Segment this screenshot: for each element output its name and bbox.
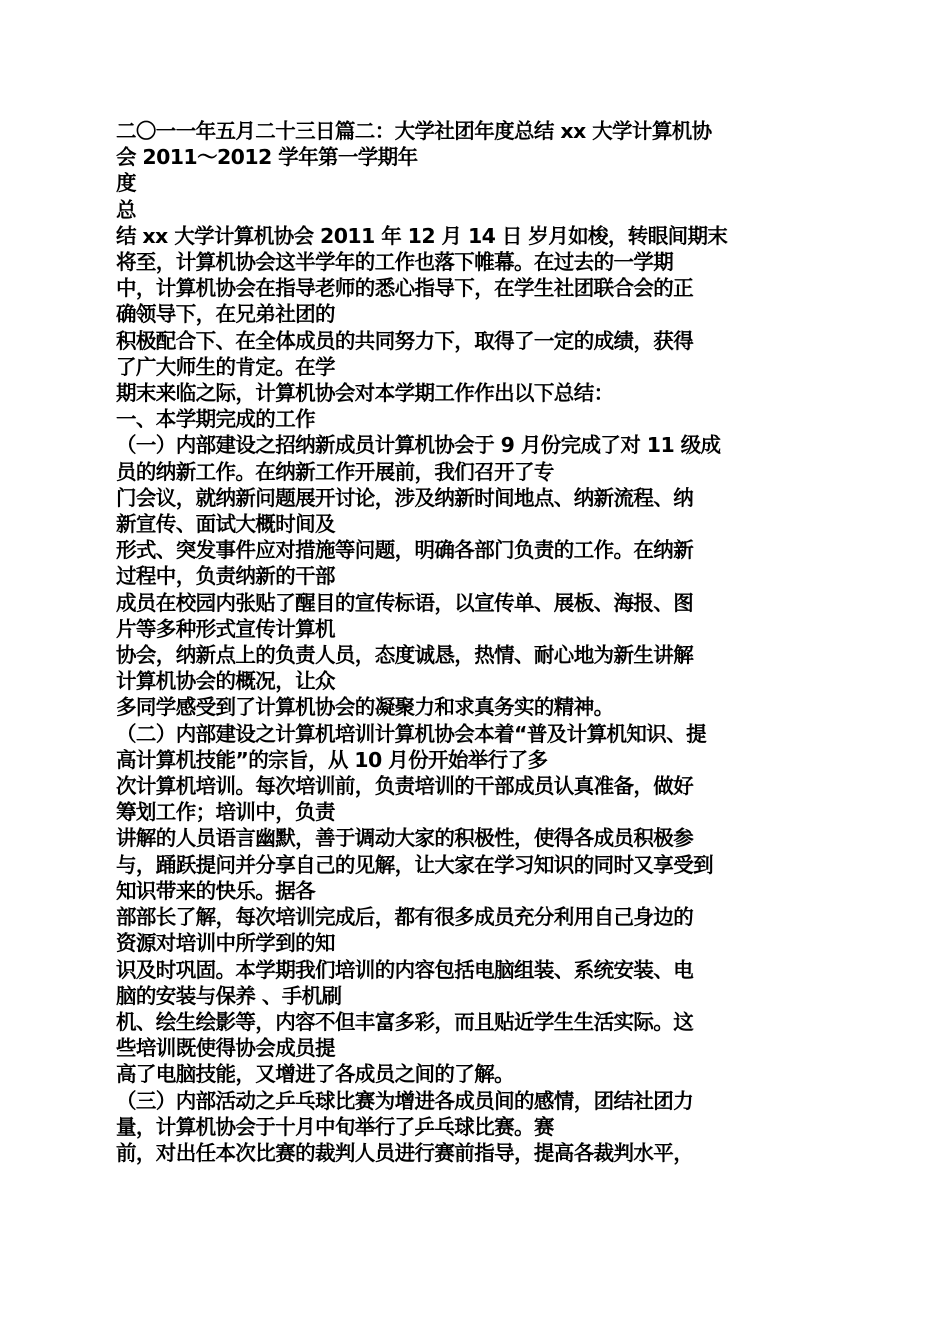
text-line: 积极配合下、在全体成员的共同努力下，取得了一定的成绩，获得 (116, 328, 694, 353)
text-line: 高计算机技能”的宗旨，从 10 月份开始举行了多 (116, 747, 548, 772)
text-line: 讲解的人员语言幽默，善于调动大家的积极性，使得各成员积极参 (116, 826, 694, 851)
text-line: 将至，计算机协会这半学年的工作也落下帷幕。在过去的一学期 (116, 250, 674, 275)
text-line: 计算机协会的概况，让众 (116, 669, 335, 694)
text-line: 新宣传、面试大概时间及 (116, 512, 335, 537)
text-line: 二〇一一年五月二十三日篇二：大学社团年度总结 xx 大学计算机协 (116, 119, 712, 143)
text-line: 与，踊跃提问并分享自己的见解，让大家在学习知识的同时又享受到 (116, 852, 713, 877)
text-line: 会 2011～2012 学年第一学期年 (116, 145, 418, 170)
text-line: 员的纳新工作。在纳新工作开展前，我们召开了专 (116, 459, 554, 484)
text-line: 成员在校园内张贴了醒目的宣传标语，以宣传单、展板、海报、图 (116, 590, 694, 615)
text-line: 门会议，就纳新问题展开讨论，涉及纳新时间地点、纳新流程、纳 (116, 485, 694, 510)
text-line: 过程中，负责纳新的干部 (116, 564, 335, 589)
text-line: 脑的安装与保养 、手机刷 (116, 983, 342, 1008)
text-line: 识及时巩固。本学期我们培训的内容包括电脑组装、系统安装、电 (116, 957, 694, 982)
text-line: 高了电脑技能，又增进了各成员之间的了解。 (116, 1062, 514, 1087)
text-line: 度 (116, 171, 136, 196)
text-line: 结 xx 大学计算机协会 2011 年 12 月 14 日 岁月如梭，转眼间期末 (116, 223, 728, 248)
text-line: 部部长了解，每次培训完成后，都有很多成员充分利用自己身边的 (116, 905, 694, 930)
text-line: 形式、突发事件应对措施等问题，明确各部门负责的工作。在纳新 (116, 538, 694, 563)
text-line: 前，对出任本次比赛的裁判人员进行赛前指导，提高各裁判水平， (116, 1140, 694, 1165)
document-body (116, 118, 838, 1166)
text-line: （二）内部建设之计算机培训计算机协会本着“普及计算机知识、提 (116, 721, 706, 746)
text-line: 筹划工作；培训中，负责 (116, 800, 335, 825)
text-line: 量，计算机协会于十月中旬举行了乒乓球比赛。赛 (116, 1114, 554, 1139)
text-line: 多同学感受到了计算机协会的凝聚力和求真务实的精神。 (116, 695, 614, 720)
text-line: 中，计算机协会在指导老师的悉心指导下，在学生社团联合会的正 (116, 276, 694, 301)
text-line: 知识带来的快乐。据各 (116, 878, 315, 903)
text-line: 了广大师生的肯定。在学 (116, 354, 335, 379)
text-line: 协会，纳新点上的负责人员，态度诚恳，热情、耐心地为新生讲解 (116, 643, 694, 668)
text-line: 些培训既使得协会成员提 (116, 1036, 335, 1061)
text-line: 一、本学期完成的工作 (116, 407, 315, 432)
text-line: 机、绘生绘影等，内容不但丰富多彩，而且贴近学生生活实际。这 (116, 1009, 694, 1034)
text-line: 期末来临之际，计算机协会对本学期工作作出以下总结： (116, 381, 614, 406)
text-line: 次计算机培训。每次培训前，负责培训的干部成员认真准备，做好 (116, 774, 694, 799)
text-line: 确领导下，在兄弟社团的 (116, 302, 335, 327)
text-line: （一）内部建设之招纳新成员计算机协会于 9 月份完成了对 11 级成 (116, 433, 721, 458)
text-line: 片等多种形式宣传计算机 (116, 616, 335, 641)
text-line: 资源对培训中所学到的知 (116, 931, 335, 956)
text-line: （三）内部活动之乒乓球比赛为增进各成员间的感情，团结社团力 (116, 1088, 694, 1113)
text-line: 总 (116, 197, 136, 222)
